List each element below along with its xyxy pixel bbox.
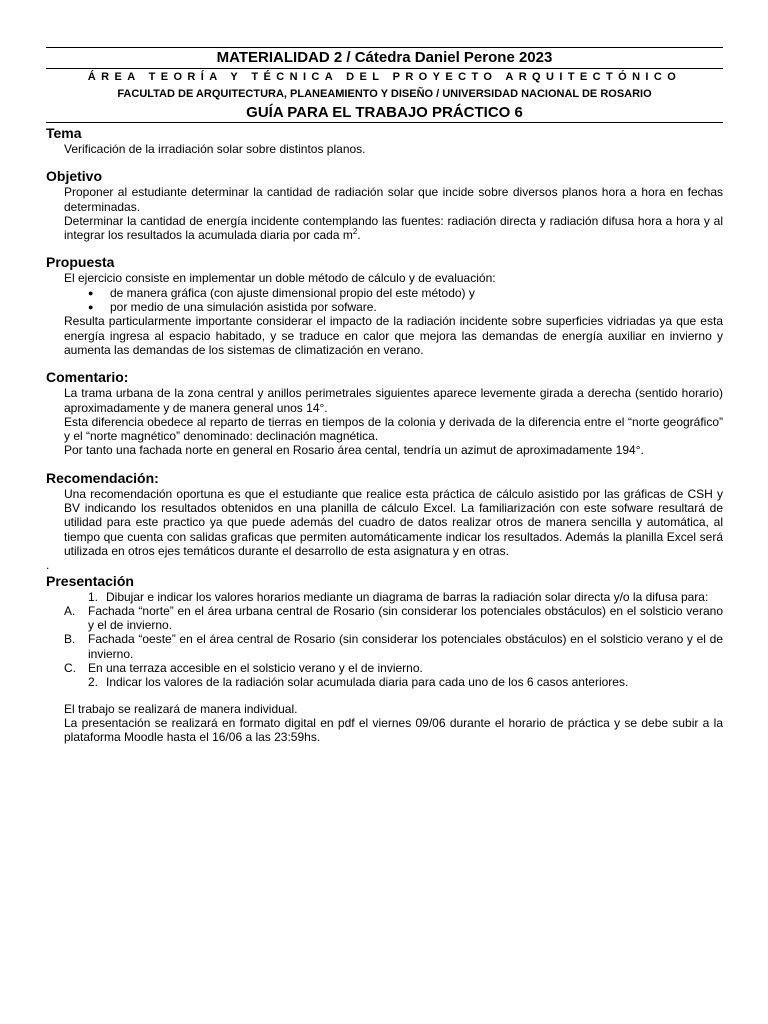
- section-objetivo: [46, 185, 723, 242]
- area-subtitle: ÁREA TEORÍA Y TÉCNICA DEL PROYECTO ARQUITECTÓNICO: [87, 71, 682, 83]
- presentacion-item-a: [64, 604, 723, 633]
- comentario-paragraph-2: Esta diferencia obedece al reparto de tierras en tiempos de la colonia y derivada de la diferencia entre el “norte geográfico” y el “norte magnético” denominado: declinación magnética.: [64, 414, 723, 444]
- document-body: [46, 125, 723, 745]
- item-number: 1.: [88, 589, 99, 604]
- item-text: Fachada “norte” en el área urbana central de Rosario (sin considerar los potenciales obstáculos) en el solsticio verano y el de invierno.: [88, 603, 723, 633]
- recomendacion-dot: .: [46, 558, 50, 573]
- section-heading-recomendacion: Recomendación:: [46, 469, 159, 486]
- section-heading-tema: Tema: [46, 125, 82, 141]
- guide-title: GUÍA PARA EL TRABAJO PRÁCTICO 6: [246, 104, 523, 121]
- propuesta-intro: El ejercicio consiste en implementar un doble método de cálculo y de evaluación:: [64, 271, 496, 286]
- section-heading-propuesta: Propuesta: [46, 254, 115, 271]
- presentacion-item-2: [64, 675, 723, 689]
- presentacion-deadline: La presentación se realizará en formato digital en pdf el viernes 09/06 durante el horario de práctica y se debe subir a la plataforma Moodle hasta el 16/06 a las 23:59hs.: [64, 715, 723, 745]
- item-text: Dibujar e indicar los valores horarios mediante un diagrama de barras la radiación solar directa y/o la difusa para:: [106, 589, 709, 604]
- item-text: Indicar los valores de la radiación solar acumulada diaria para cada uno de los 6 casos anteriores.: [106, 675, 629, 690]
- section-presentacion: [46, 590, 723, 745]
- section-heading-objetivo: Objetivo: [46, 168, 103, 185]
- tema-text: Verificación de la irradiación solar sobre distintos planos.: [64, 142, 366, 156]
- presentacion-item-b: [64, 632, 723, 661]
- presentacion-item-1: [64, 590, 723, 604]
- item-letter: B.: [64, 632, 76, 647]
- title-rule: [46, 68, 723, 69]
- course-title: MATERIALIDAD 2 / Cátedra Daniel Perone 2023: [216, 49, 553, 66]
- section-tema: [46, 142, 723, 156]
- comentario-paragraph-1: La trama urbana de la zona central y anillos perimetrales siguientes aparece levemente girada a derecha (sentido horario) aproximadamente y de manera general unos 14°.: [64, 386, 723, 415]
- section-comentario: [46, 386, 723, 457]
- propuesta-bullet-list: [64, 286, 723, 315]
- section-heading-presentacion: Presentación: [46, 572, 134, 589]
- section-heading-comentario: Comentario:: [46, 369, 129, 386]
- faculty-subtitle: FACULTAD DE ARQUITECTURA, PLANEAMIENTO Y DISEÑO / UNIVERSIDAD NACIONAL DE ROSARIO: [117, 88, 652, 100]
- item-number: 2.: [88, 675, 99, 690]
- propuesta-text: Resulta particularmente importante considerar el impacto de la radiación incidente sobre superficies vidriadas ya que esta energía ingresa al espacio habitado, y se traduce en calor que mejora las demandas de energía auxiliar en invierno y aumenta las demandas de los sistemas de climatización en verano.: [64, 314, 723, 357]
- section-propuesta: [46, 271, 723, 357]
- objetivo-paragraph-2: Determinar la cantidad de energía incidente contemplando las fuentes: radiación directa y radiación difusa hora a hora y al integrar los resultados la acumulada diaria por cada $m^2$.: [64, 213, 723, 243]
- presentacion-item-c: [64, 661, 723, 675]
- comentario-paragraph-3: Por tanto una fachada norte en general en Rosario área cental, tendría un azimut de aproximadamente 194°.: [64, 443, 644, 458]
- header-bottom-rule: [46, 122, 723, 123]
- section-recomendacion: [46, 487, 723, 573]
- item-letter: C.: [64, 661, 76, 676]
- list-item: ● de manera gráfica (con ajuste dimensional propio del este método) y: [88, 286, 723, 300]
- item-text: En una terraza accesible en el solsticio verano y el de invierno.: [88, 661, 423, 676]
- objetivo-paragraph-1: Proponer al estudiante determinar la cantidad de radiación solar que incide sobre diversos planos hora a hora en fechas determinadas.: [64, 185, 723, 214]
- recomendacion-text: Una recomendación oportuna es que el estudiante que realice esta práctica de cálculo asistido por las gráficas de CSH y BV indicando los resultados obtenidos en una planilla de cálculo Excel. La familiarización con este sofware resultará de utilidad para este practico ya que puede además del cuadro de datos realizar otros de manera sencilla y automática, al tiempo que cuenta con salidas graficas que permiten automáticamente indicar los resultados. Además la planilla Excel será utilizada en otros ejes temáticos durante el desarrollo de esta asignatura y en otras.: [64, 486, 723, 558]
- item-text: Fachada “oeste” en el área central de Rosario (sin considerar los potenciales obstáculos) en el solsticio verano y el de invierno.: [88, 632, 723, 661]
- item-letter: A.: [64, 603, 76, 618]
- presentacion-individual: El trabajo se realizará de manera individual.: [64, 701, 298, 716]
- top-rule: [46, 47, 723, 48]
- list-item: ● por medio de una simulación asistida por sofware.: [88, 300, 723, 314]
